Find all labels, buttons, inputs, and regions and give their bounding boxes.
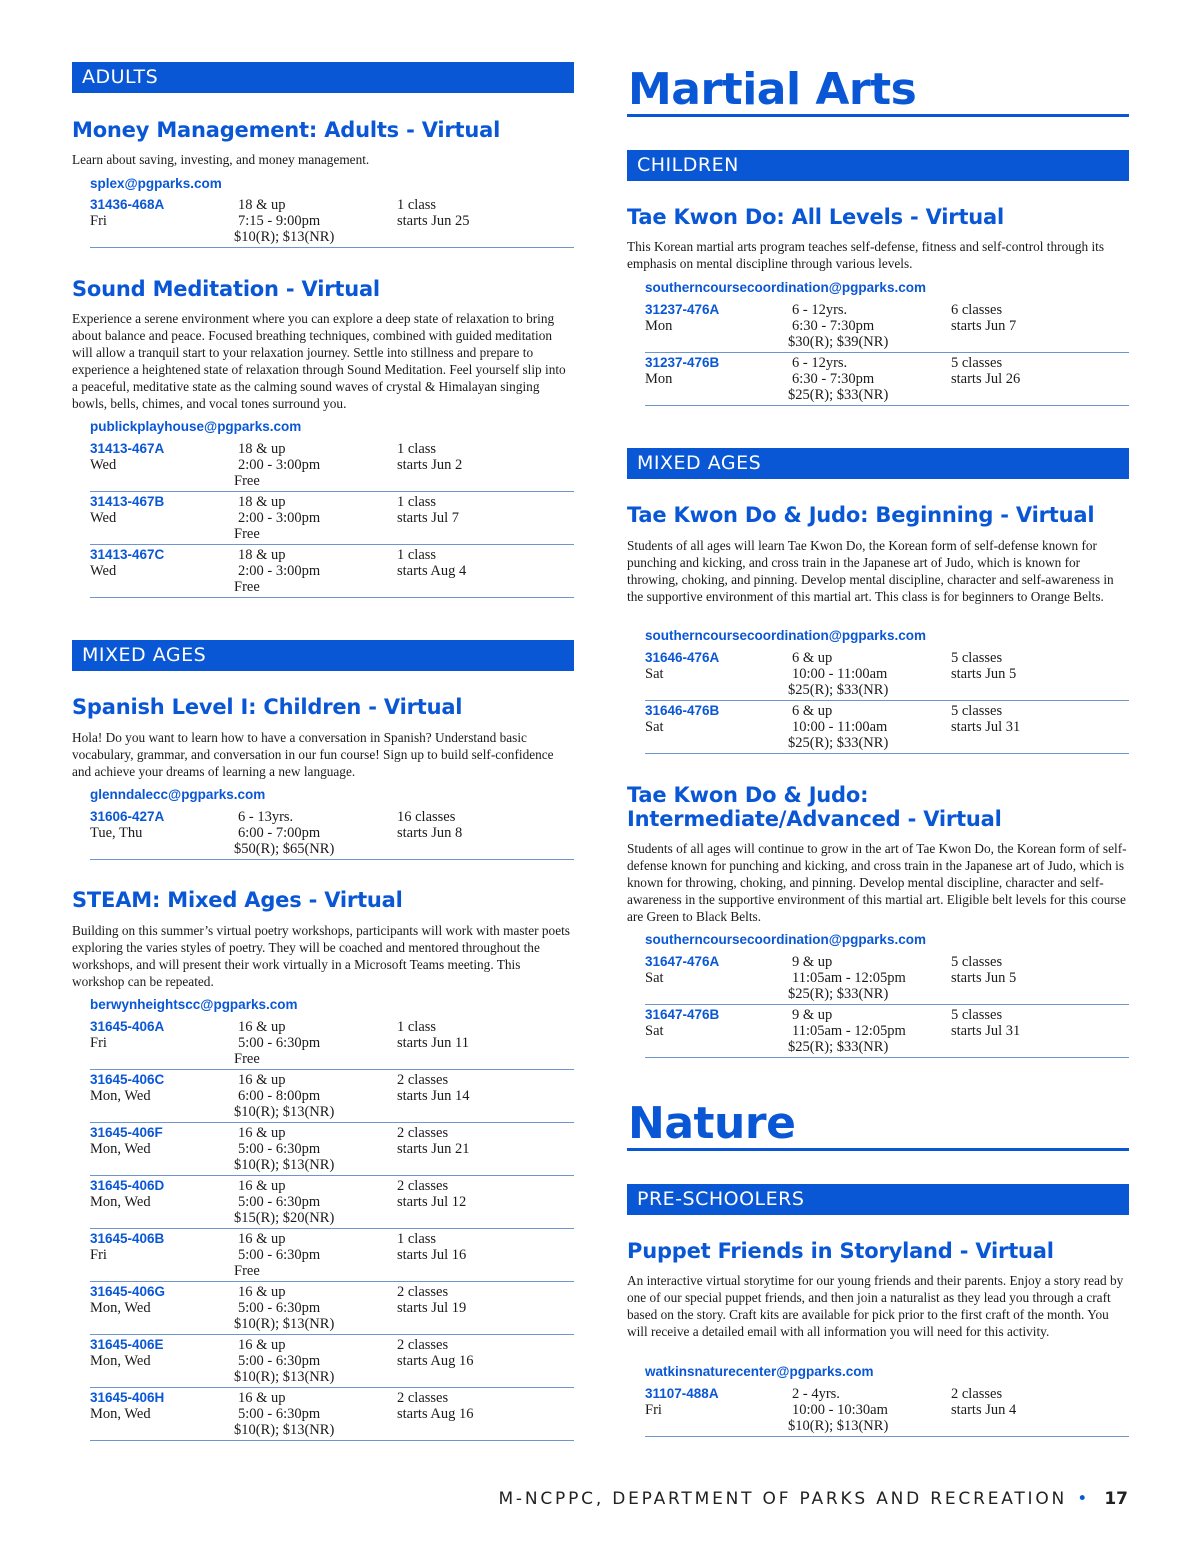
offering-days: Tue, Thu [90,825,143,841]
offering-code: 31436-468A [90,197,165,212]
offering-class-count: 1 class [397,1019,437,1035]
offering-fee: Free [234,1051,260,1067]
offering-days: Fri [90,1035,107,1051]
footer-text: M-NCPPC, DEPARTMENT OF PARKS AND RECREATION [498,1489,1068,1509]
offering-class-count: 2 classes [397,1284,449,1300]
page-number: 17 [1104,1489,1128,1509]
offering-age: 16 & up [238,1072,286,1088]
course-title-puppet-friends: Puppet Friends in Storyland - Virtual [627,1239,1054,1263]
offering-fee: Free [234,473,260,489]
offering-days: Mon [645,318,673,334]
offering-time: 10:00 - 10:30am [792,1402,888,1418]
offering-days: Mon, Wed [90,1194,151,1210]
offering-start-date: starts Jun 8 [397,825,463,841]
offering-code: 31237-476B [645,355,720,370]
offering-days: Sat [645,719,664,735]
offering-start-date: starts Jun 7 [951,318,1017,334]
offering-row [90,1387,574,1441]
course-desc-judo-beginning: Students of all ages will learn Tae Kwon Do, the Korean form of self-defense known for punching and kicking, and cross train in the Japanese art of Judo, which is known for throwing, choking, and pinning. Develop mental discipline, character and self-awareness in the supportive environment of this martial art. This class is for beginners to Orange Belts. [627,538,1114,604]
offering-age: 6 - 13yrs. [238,809,294,825]
offering-age: 16 & up [238,1019,286,1035]
offering-age: 9 & up [792,954,833,970]
offering-time: 5:00 - 6:30pm [238,1035,321,1051]
offering-code: 31645-406C [90,1072,165,1087]
offering-row [90,1175,574,1229]
offering-fee: $25(R); $33(NR) [788,735,889,751]
section-title-martial-arts: Martial Arts [627,66,1129,117]
offering-fee: Free [234,579,260,595]
course-desc-money-management: Learn about saving, investing, and money management. [72,152,370,167]
offering-time: 5:00 - 6:30pm [238,1406,321,1422]
offering-days: Wed [90,510,117,526]
offering-code: 31646-476B [645,703,720,718]
offering-time: 2:00 - 3:00pm [238,563,321,579]
course-email-tae-kwon-do[interactable]: southerncoursecoordination@pgparks.com [645,280,926,295]
band-mixed-ages-left: MIXED AGES [72,640,574,671]
offering-age: 16 & up [238,1178,286,1194]
offering-row [90,194,574,248]
course-desc-sound-meditation: Experience a serene environment where you can explore a deep state of relaxation to bring about balance and peace. Focused breathing techniques, combined with guided meditation will allow a tranquil start to your relaxation journey. Settle into stillness and prepare to experience a heightened state of relaxation through Sound Meditation. Feel yourself slip into a peaceful, meditative state as the calming sound waves of crystal & Himalayan singing bowls, bells, chimes, and vocal tones surround you. [72,311,566,411]
offering-row [90,1122,574,1176]
offering-fee: $25(R); $33(NR) [788,986,889,1002]
offering-start-date: starts Jun 14 [397,1088,470,1104]
course-desc-puppet-friends: An interactive virtual storytime for our young friends and their parents. Enjoy a story read by one of our special puppet friends, and then join a naturalist as they lead you through a craft based on the story. Craft kits are available for pick prior to the first craft of the month. You will receive a detailed email with all information you will need for this activity. [627,1273,1124,1339]
offering-class-count: 1 class [397,197,437,213]
band-adults: ADULTS [72,62,574,93]
course-title-judo-beginning: Tae Kwon Do & Judo: Beginning - Virtual [627,503,1095,527]
offering-class-count: 2 classes [397,1178,449,1194]
section-title-nature: Nature [627,1100,1129,1151]
offering-age: 16 & up [238,1125,286,1141]
offering-time: 11:05am - 12:05pm [792,970,906,986]
offering-row [90,1334,574,1388]
offering-class-count: 1 class [397,494,437,510]
offering-row [645,647,1129,701]
offering-days: Fri [645,1402,662,1418]
course-desc-judo-advanced: Students of all ages will continue to grow in the art of Tae Kwon Do, the Korean form of self-defense known for punching and kicking, and cross train in the Japanese art of Judo, which is known for throwing, choking, and pinning. Develop mental discipline, character and self-awareness in the supportive environment of this martial art. Eligible belt levels for this course are Green to Black Belts. [627,841,1127,924]
offering-start-date: starts Jun 5 [951,970,1017,986]
offering-start-date: starts Jul 16 [397,1247,467,1263]
offering-age: 18 & up [238,441,286,457]
offering-class-count: 1 class [397,547,437,563]
offering-time: 2:00 - 3:00pm [238,510,321,526]
offering-class-count: 5 classes [951,355,1003,371]
course-email-money-management[interactable]: splex@pgparks.com [90,176,222,191]
offering-row [90,438,574,492]
offering-fee: $25(R); $33(NR) [788,387,889,403]
offering-time: 6:00 - 8:00pm [238,1088,321,1104]
page-footer [498,1489,1128,1509]
course-title-tae-kwon-do: Tae Kwon Do: All Levels - Virtual [627,205,1005,229]
offering-time: 11:05am - 12:05pm [792,1023,906,1039]
offering-days: Mon, Wed [90,1141,151,1157]
offering-class-count: 16 classes [397,809,456,825]
offering-age: 9 & up [792,1007,833,1023]
offering-class-count: 5 classes [951,1007,1003,1023]
offering-fee: $15(R); $20(NR) [234,1210,335,1226]
offering-start-date: starts Jul 26 [951,371,1021,387]
offering-time: 5:00 - 6:30pm [238,1247,321,1263]
offering-days: Sat [645,666,664,682]
offering-class-count: 5 classes [951,703,1003,719]
course-title-money-management: Money Management: Adults - Virtual [72,118,501,142]
offering-days: Mon, Wed [90,1353,151,1369]
offering-time: 10:00 - 11:00am [792,719,888,735]
offering-start-date: starts Jun 4 [951,1402,1017,1418]
offering-age: 16 & up [238,1390,286,1406]
offering-code: 31645-406D [90,1178,165,1193]
course-title-judo-advanced: Tae Kwon Do & Judo: Intermediate/Advanced - Virtual [627,783,1002,831]
offering-code: 31645-406B [90,1231,165,1246]
offering-start-date: starts Jun 25 [397,213,470,229]
offering-start-date: starts Aug 4 [397,563,467,579]
offering-start-date: starts Aug 16 [397,1406,474,1422]
offering-code: 31413-467A [90,441,165,456]
offering-row [90,491,574,545]
offering-days: Wed [90,563,117,579]
offering-class-count: 1 class [397,441,437,457]
offering-start-date: starts Jul 7 [397,510,460,526]
offering-age: 18 & up [238,197,286,213]
offering-days: Sat [645,970,664,986]
offering-code: 31645-406G [90,1284,166,1299]
course-email-steam[interactable]: berwynheightscc@pgparks.com [90,997,298,1012]
offering-age: 2 - 4yrs. [792,1386,840,1402]
offering-start-date: starts Jun 5 [951,666,1017,682]
offering-code: 31107-488A [645,1386,719,1401]
offering-age: 16 & up [238,1231,286,1247]
offering-start-date: starts Jun 11 [397,1035,469,1051]
offering-time: 7:15 - 9:00pm [238,213,321,229]
offering-code: 31413-467C [90,547,165,562]
offering-start-date: starts Jul 12 [397,1194,467,1210]
offering-class-count: 2 classes [397,1390,449,1406]
offering-fee: $10(R); $13(NR) [234,1422,335,1438]
offering-time: 5:00 - 6:30pm [238,1300,321,1316]
offering-start-date: starts Aug 16 [397,1353,474,1369]
course-title-sound-meditation: Sound Meditation - Virtual [72,277,380,301]
offering-class-count: 1 class [397,1231,437,1247]
offering-row [645,352,1129,406]
offering-age: 6 - 12yrs. [792,302,848,318]
offering-age: 18 & up [238,494,286,510]
offering-days: Mon [645,371,673,387]
offering-age: 6 & up [792,650,833,666]
offering-age: 6 - 12yrs. [792,355,848,371]
offering-time: 6:30 - 7:30pm [792,318,875,334]
offering-fee: $30(R); $39(NR) [788,334,889,350]
offering-start-date: starts Jul 19 [397,1300,467,1316]
offering-days: Fri [90,1247,107,1263]
course-email-puppet-friends[interactable]: watkinsnaturecenter@pgparks.com [645,1364,874,1379]
offering-start-date: starts Jun 21 [397,1141,470,1157]
offering-code: 31237-476A [645,302,720,317]
offering-code: 31646-476A [645,650,720,665]
course-title-spanish: Spanish Level I: Children - Virtual [72,695,463,719]
offering-class-count: 2 classes [397,1125,449,1141]
offering-fee: $10(R); $13(NR) [234,1104,335,1120]
offering-row [645,1383,1129,1437]
offering-age: 16 & up [238,1337,286,1353]
offering-time: 2:00 - 3:00pm [238,457,321,473]
offering-row [90,1069,574,1123]
offering-fee: Free [234,526,260,542]
offering-class-count: 2 classes [397,1072,449,1088]
offering-fee: Free [234,1263,260,1279]
offering-age: 6 & up [792,703,833,719]
offering-code: 31645-406F [90,1125,163,1140]
course-desc-spanish: Hola! Do you want to learn how to have a conversation in Spanish? Understand basic vocabulary, grammar, and conversation in our fun course! Sign up to build self-confidence and achieve your dreams of learning a new language. [72,730,554,779]
offering-row [90,806,574,860]
offering-time: 6:00 - 7:00pm [238,825,321,841]
band-pre-schoolers: PRE-SCHOOLERS [627,1184,1129,1215]
offering-code: 31645-406A [90,1019,165,1034]
offering-row [645,951,1129,1005]
course-desc-steam: Building on this summer’s virtual poetry workshops, participants will work with master poets exploring the varies styles of poetry. They will be coached and mentored throughout the workshops, and will present their work virtually in a Microsoft Teams meeting. This workshop can be repeated. [72,923,570,989]
offering-fee: $10(R); $13(NR) [788,1418,889,1434]
offering-row [645,299,1129,353]
offering-fee: $50(R); $65(NR) [234,841,335,857]
offering-class-count: 2 classes [951,1386,1003,1402]
course-title-steam: STEAM: Mixed Ages - Virtual [72,888,403,912]
offering-age: 16 & up [238,1284,286,1300]
offering-days: Mon, Wed [90,1088,151,1104]
course-email-spanish[interactable]: glenndalecc@pgparks.com [90,787,266,802]
offering-time: 10:00 - 11:00am [792,666,888,682]
offering-class-count: 5 classes [951,954,1003,970]
offering-row [645,1004,1129,1058]
course-email-sound-meditation[interactable]: publickplayhouse@pgparks.com [90,419,302,434]
course-email-judo-advanced[interactable]: southerncoursecoordination@pgparks.com [645,932,926,947]
offering-row [90,1228,574,1282]
offering-fee: $10(R); $13(NR) [234,1157,335,1173]
offering-code: 31413-467B [90,494,165,509]
offering-fee: $25(R); $33(NR) [788,1039,889,1055]
offering-row [90,544,574,598]
offering-code: 31645-406H [90,1390,165,1405]
offering-fee: $10(R); $13(NR) [234,1369,335,1385]
offering-start-date: starts Jul 31 [951,1023,1021,1039]
offering-class-count: 6 classes [951,302,1003,318]
offering-time: 5:00 - 6:30pm [238,1353,321,1369]
offering-days: Wed [90,457,117,473]
offering-start-date: starts Jul 31 [951,719,1021,735]
offering-fee: $25(R); $33(NR) [788,682,889,698]
offering-days: Fri [90,213,107,229]
offering-fee: $10(R); $13(NR) [234,229,335,245]
offering-row [90,1281,574,1335]
offering-time: 5:00 - 6:30pm [238,1194,321,1210]
offering-days: Sat [645,1023,664,1039]
offering-code: 31647-476A [645,954,720,969]
offering-age: 18 & up [238,547,286,563]
offering-days: Mon, Wed [90,1300,151,1316]
offering-time: 6:30 - 7:30pm [792,371,875,387]
offering-days: Mon, Wed [90,1406,151,1422]
course-desc-tae-kwon-do: This Korean martial arts program teaches self-defense, fitness and self-control through its emphasis on mental discipline through various levels. [627,239,1105,271]
offering-time: 5:00 - 6:30pm [238,1141,321,1157]
offering-class-count: 2 classes [397,1337,449,1353]
offering-row [90,1016,574,1070]
offering-code: 31647-476B [645,1007,720,1022]
offering-class-count: 5 classes [951,650,1003,666]
footer-bullet: • [1077,1489,1091,1509]
offering-code: 31645-406E [90,1337,164,1352]
offering-start-date: starts Jun 2 [397,457,463,473]
offering-row [645,700,1129,754]
course-email-judo-beginning[interactable]: southerncoursecoordination@pgparks.com [645,628,926,643]
band-children: CHILDREN [627,150,1129,181]
band-mixed-ages-right: MIXED AGES [627,448,1129,479]
offering-code: 31606-427A [90,809,165,824]
offering-fee: $10(R); $13(NR) [234,1316,335,1332]
